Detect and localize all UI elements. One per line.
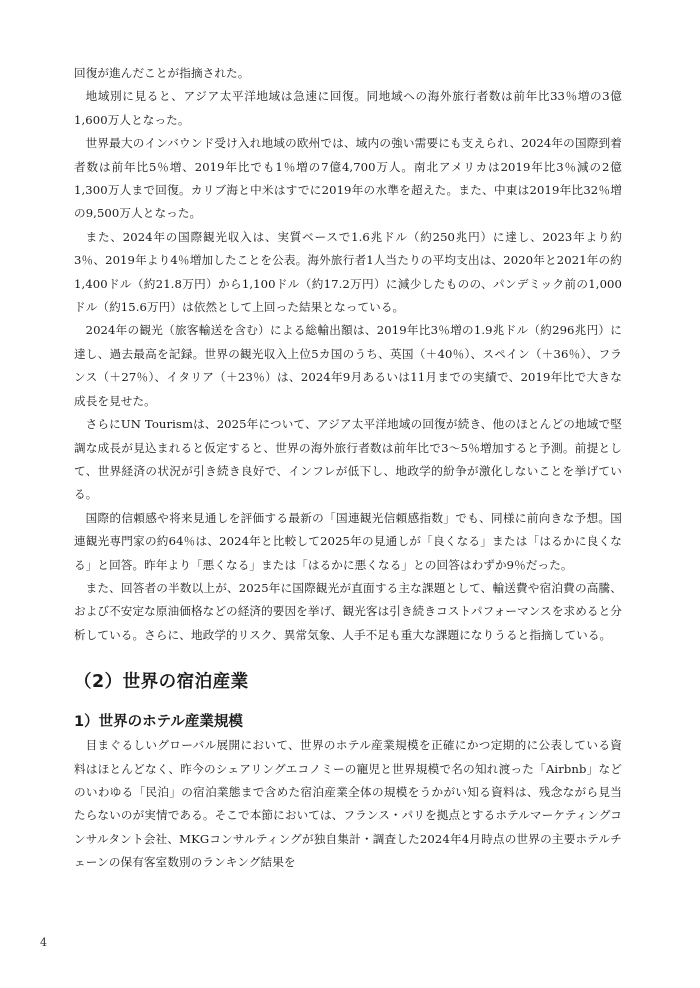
paragraph: 国際的信頼感や将来見通しを評価する最新の「国連観光信頼感指数」でも、同様に前向きな予想。国連観光専門家の約64％は、2024年と比較して2025年の見通しが「良くなる」または「はるかに良くなる」と回答。昨年より「悪くなる」または「はるかに悪くなる」との回答はわずか9％だった。 xyxy=(74,510,622,572)
paragraph: また、回答者の半数以上が、2025年に国際観光が直面する主な課題として、輸送費や宿泊費の高騰、および不安定な原油価格などの経済的要因を挙げ、観光客は引き続きコストパフォーマンスを求めると分析している。さらに、地政学的リスク、異常気象、人手不足も重大な課題になりうると指摘している。 xyxy=(74,580,622,642)
paragraph: 目まぐるしいグローバル展開において、世界のホテル産業規模を正確にかつ定期的に公表している資料はほとんどなく、昨今のシェアリングエコノミーの寵児と世界規模で名の知れ渡った「Airbnb」などのいわゆる「民泊」の宿泊業態まで含めた宿泊産業全体の規模をうかがい知る資料は、残念ながら見当たらないのが実情である。そこで本節においては、フランス・パリを拠点とするホテルマーケティングコンサルタント会社、MKGコンサルティングが独自集計・調査した2024年4月時点の世界の主要ホテルチェーンの保有客室数別のランキング結果を xyxy=(74,738,622,870)
body-text-top xyxy=(74,62,622,647)
paragraph: また、2024年の国際観光収入は、実質ベースで1.6兆ドル（約250兆円）に達し、2023年より約3％、2019年より4％増加したことを公表。海外旅行者1人当たりの平均支出は、2020年と2021年の約1,400ドル（約21.8万円）から1,100ドル（約17.2万円）に減少したものの、パンデミック前の1,000ドル（約15.6万円）は依然として上回った結果となっている。 xyxy=(74,229,622,315)
body-text-bottom xyxy=(74,734,622,874)
page-number: 4 xyxy=(40,936,47,949)
section-heading: （2）世界の宿泊産業 xyxy=(74,672,249,693)
paragraph: 回復が進んだことが指摘された。 xyxy=(74,66,250,80)
page-content xyxy=(74,62,622,875)
paragraph: さらにUN Tourismは、2025年について、アジア太平洋地域の回復が続き、他のほとんどの地域で堅調な成長が見込まれると仮定すると、世界の海外旅行者数は前年比で3～5％増加すると予測。前提として、世界経済の状況が引き続き良好で、インフレが低下し、地政学的紛争が激化しないことを挙げている。 xyxy=(74,417,622,502)
sub-heading: 1）世界のホテル産業規模 xyxy=(74,714,243,731)
paragraph: 2024年の観光（旅客輸送を含む）による総輸出額は、2019年比3％増の1.9兆ドル（約296兆円）に達し、過去最高を記録。世界の観光収入上位5カ国のうち、英国（＋40％）、スペイン（＋36％）、フランス（＋27％）、イタリア（＋23％）は、2024年9月あるいは11月までの実績で、2019年比で大きな成長を見せた。 xyxy=(74,323,622,408)
paragraph: 地域別に見ると、アジア太平洋地域は急速に回復。同地域への海外旅行者数は前年比33％増の3億1,600万人となった。 xyxy=(74,89,622,127)
paragraph: 世界最大のインバウンド受け入れ地域の欧州では、域内の強い需要にも支えられ、2024年の国際到着者数は前年比5％増、2019年比でも1％増の7億4,700万人。南北アメリカは2019年比3％減の2億1,300万人まで回復。カリブ海と中米はすでに2019年の水準を超えた。また、中東は2019年比32％増の9,500万人となった。 xyxy=(74,136,622,221)
